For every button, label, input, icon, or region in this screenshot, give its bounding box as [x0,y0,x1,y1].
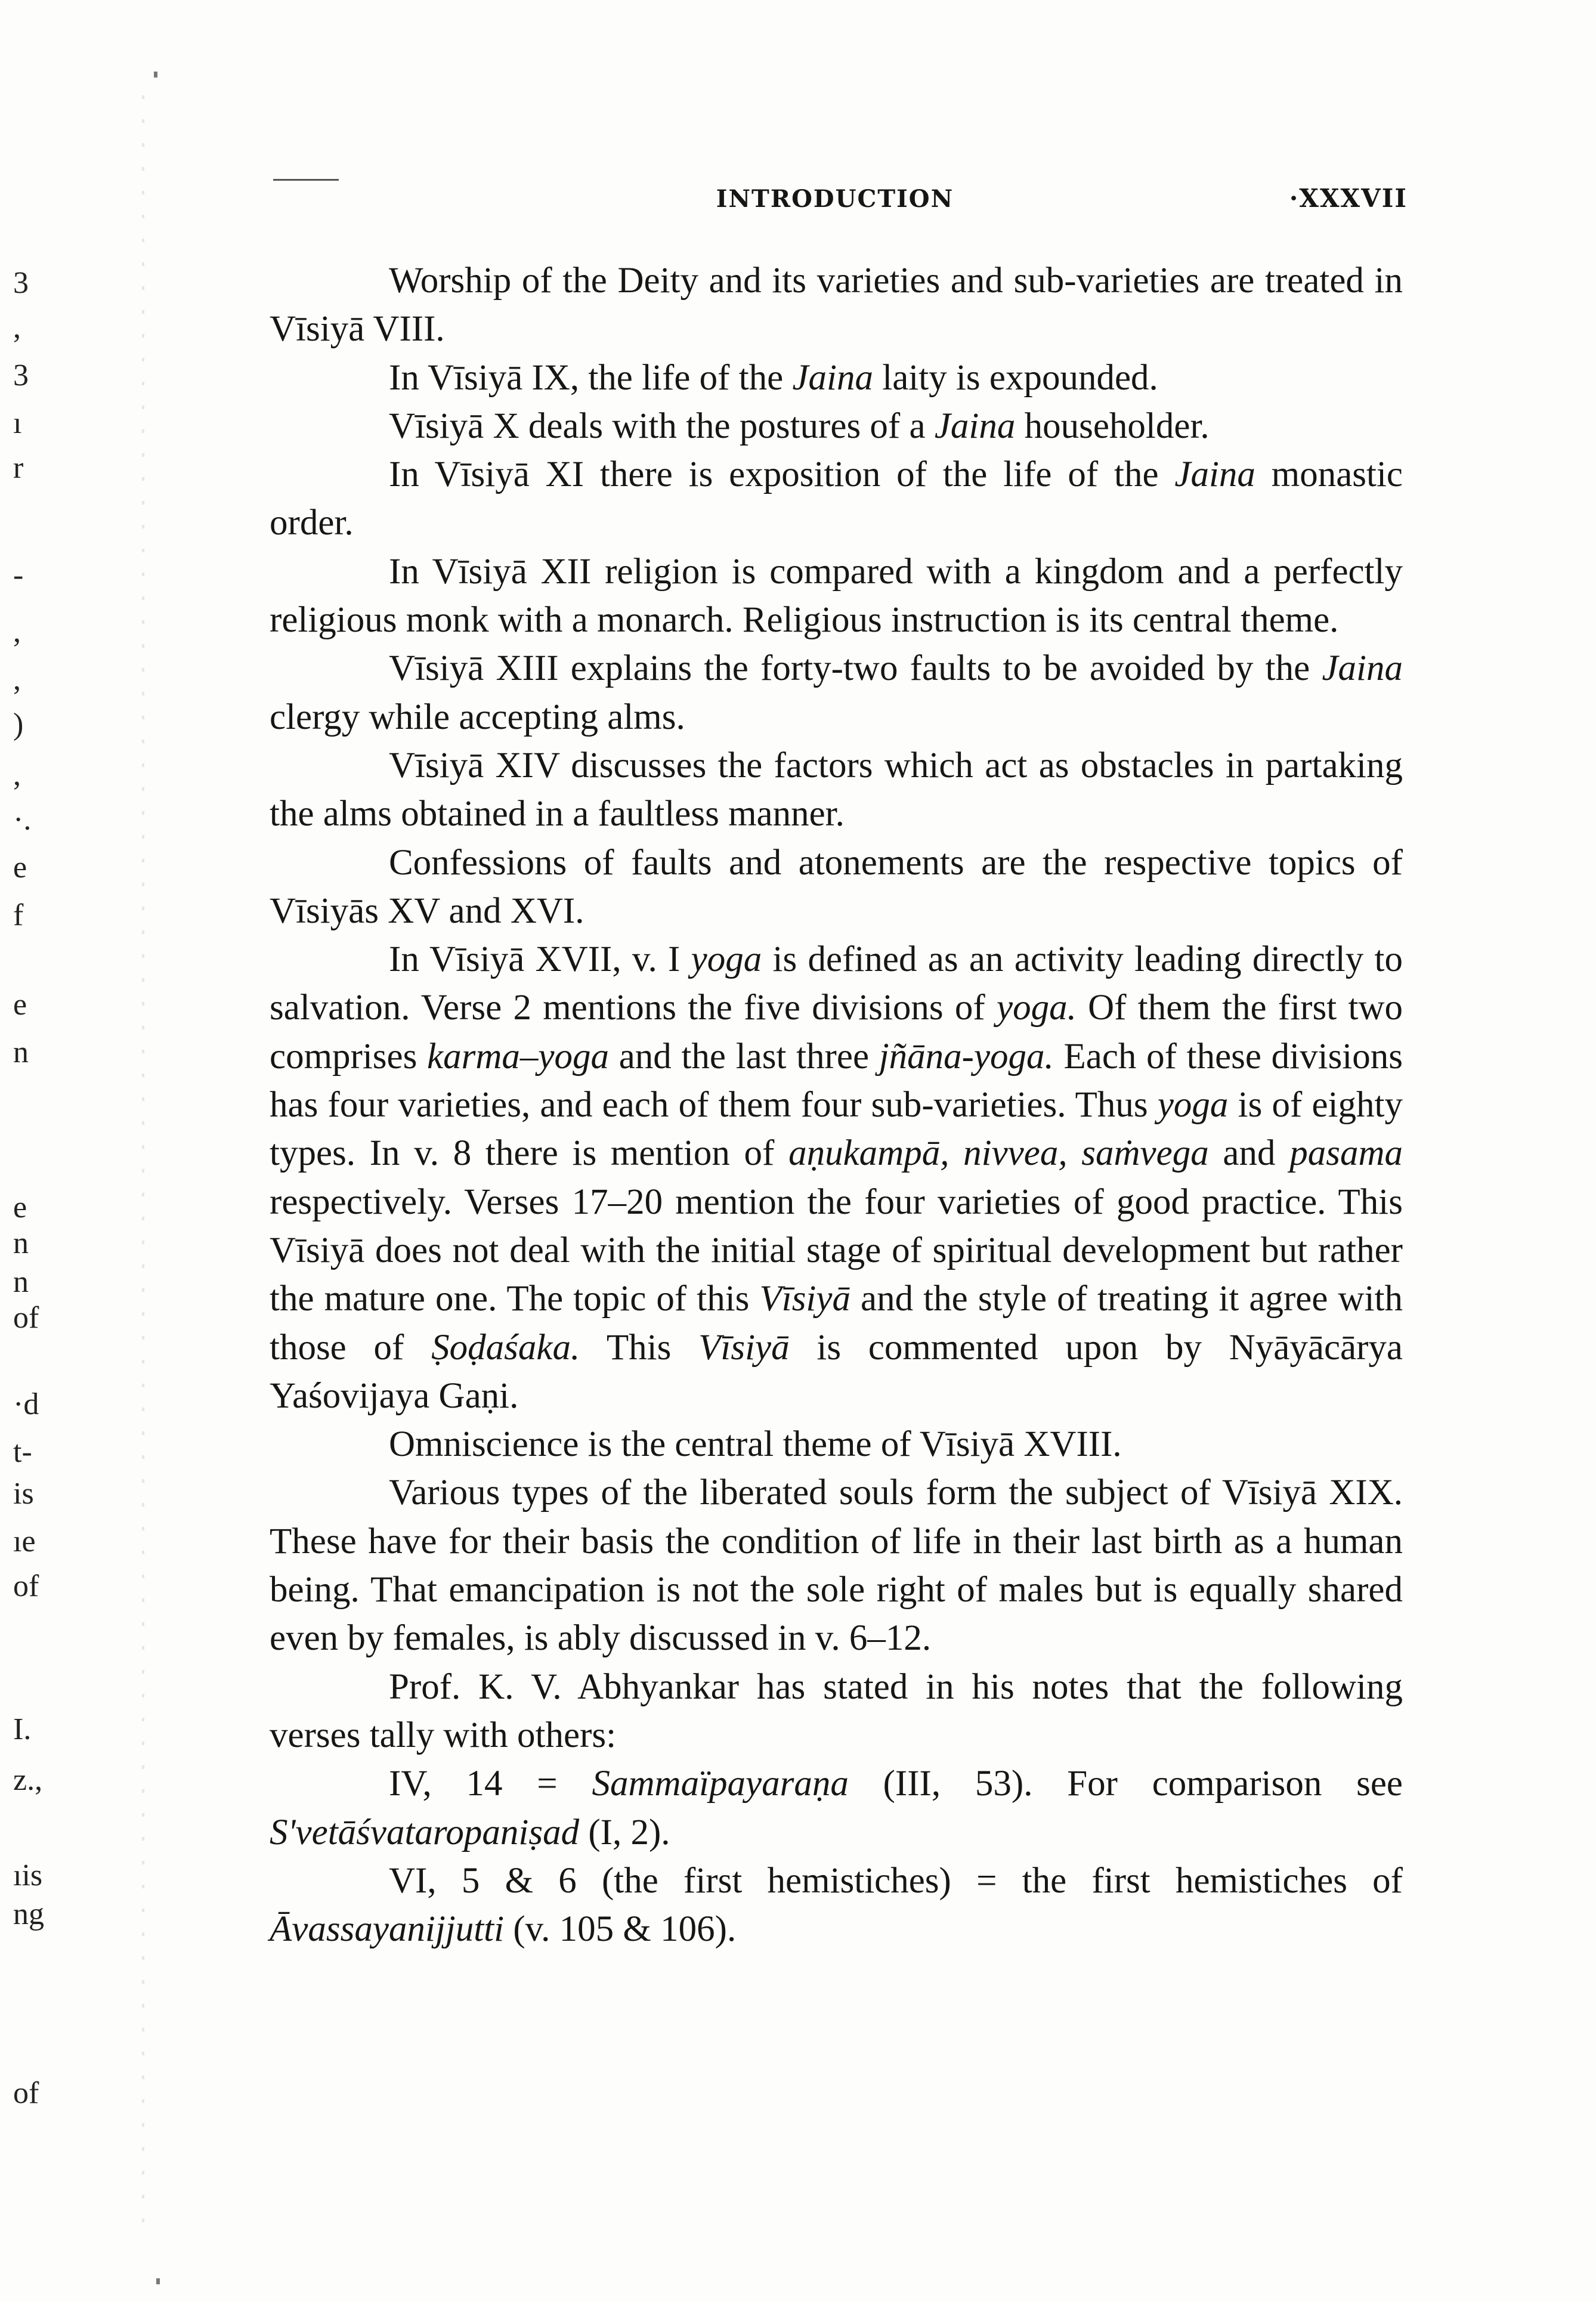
paragraph [270,935,1403,1420]
text-run: In Vīsiyā IX, the life of the [389,357,793,398]
italic-term: jñāna-yoga. [879,1036,1054,1077]
paragraph [270,839,1403,936]
text-run: clergy while accepting alms. [270,697,685,737]
print-speck [156,2278,160,2284]
text-run: IV, 14 = [389,1764,592,1804]
margin-fragment: of [13,1569,39,1603]
text-run: householder. [1015,406,1210,446]
margin-fragment: 3 [13,266,29,300]
text-run: In Vīsiyā XII religion is compared with a kingdom and a perfectly religious monk with a monarch. Religious instruction is its central theme. [270,551,1403,641]
margin-fragment: is [13,1477,34,1511]
text-run: This [580,1327,699,1368]
paragraph [270,1759,1403,1857]
margin-fragment: e [13,988,27,1022]
margin-fragment: n [13,1226,29,1260]
italic-term: Jaina [792,357,874,398]
margin-fragment: ıis [13,1858,43,1892]
running-head: INTRODUCTION [716,185,954,213]
text-run: monastic order. [270,454,1403,543]
italic-term: Jaina [1174,454,1255,495]
header-rule [273,179,339,181]
italic-term: Ṣoḍaśaka. [431,1327,580,1368]
text-run: Prof. K. V. Abhyankar has stated in his notes that the following verses tally with others: [270,1666,1403,1755]
italic-term: Āvassayanijjutti [270,1909,505,1950]
text-run: Worship of the Deity and its varieties and sub-varieties are treated in Vīsiyā VIII. [270,261,1403,350]
paragraph [270,1857,1403,1954]
body-text [270,256,1403,1953]
italic-term: aṇukampā, nivvea, saṁvega [788,1133,1209,1174]
margin-fragment: ) [13,707,24,741]
paragraph [270,644,1403,741]
paragraph [270,548,1403,645]
italic-term: karma–yoga [427,1036,609,1077]
text-run: Vīsiyā XIII explains the forty-two faults to be avoided by the [389,648,1322,689]
margin-fragment: ı [13,406,22,440]
margin-fragment: , [13,758,21,792]
text-run: respectively. Verses 17–20 mention the four varieties of good practice. This Vīsiyā does not deal with the initial stage of spiritual development but rather the mature one. The topic of this [270,1182,1403,1319]
text-run: Vīsiyā X deals with the postures of a [389,406,935,446]
paragraph [270,1663,1403,1760]
text-run: Omniscience is the central theme of Vīsiyā XVIII. [389,1424,1122,1465]
gutter-shadow [142,95,144,2243]
margin-fragment: n [13,1035,29,1069]
margin-fragment: e [13,1190,27,1224]
margin-fragment: ·d [13,1387,39,1421]
text-run: Confessions of faults and atonements are the respective topics of Vīsiyās XV and XVI. [270,842,1403,931]
paragraph [270,450,1403,548]
text-run: is commented upon by Nyāyācārya Yaśovijaya Gaṇi. [270,1327,1403,1416]
margin-fragment: t- [13,1435,32,1469]
text-run: laity is expounded. [873,357,1158,398]
text-run: (I, 2). [579,1812,670,1852]
margin-fragment: I. [13,1712,32,1746]
print-speck [154,72,157,78]
italic-term: pasama [1289,1133,1403,1174]
margin-fragment: n [13,1265,29,1299]
margin-fragment: 3 [13,358,29,392]
paragraph [270,1468,1403,1662]
paragraph [270,402,1403,450]
text-run: Various types of the liberated souls form the subject of Vīsiyā XIX. These have for their basis the condition of life in their last birth as a human being. That emancipation is not the sole right of males but is equally shared even by females, is ably discussed in v. 6–12. [270,1473,1403,1659]
paragraph [270,256,1403,354]
margin-fragment: f [13,898,24,932]
italic-term: yoga [1157,1085,1229,1125]
text-run: Of them the first two comprises [270,988,1403,1077]
margin-fragment: ıe [13,1524,36,1558]
margin-fragment: , [13,615,21,649]
italic-term: Jaina [934,406,1016,446]
margin-fragment: r [13,451,24,485]
text-run: and the last three [609,1036,879,1077]
text-run: (III, 53). For comparison see [848,1764,1403,1804]
italic-term: yoga. [997,988,1077,1028]
paragraph [270,741,1403,839]
italic-term: S'vetāśvataropaniṣad [270,1812,580,1852]
text-run: In Vīsiyā XI there is exposition of the life of the [389,454,1175,495]
page-number: ·XXXVII [1289,184,1408,213]
margin-fragment: ng [13,1897,44,1931]
margin-fragment: , [13,663,21,697]
text-run: is of eighty types. In v. 8 there is mention of [270,1085,1403,1174]
margin-fragment: e [13,850,27,884]
margin-fragment: , [13,311,21,345]
italic-term: Jaina [1322,648,1403,689]
italic-term: Sammaïpayaraṇa [592,1764,849,1804]
italic-term: Vīsiyā [759,1279,850,1319]
text-run: VI, 5 & 6 (the first hemistiches) = the first hemistiches of [389,1860,1403,1901]
text-run: (v. 105 & 106). [504,1909,737,1950]
margin-fragment: z., [13,1763,43,1797]
paragraph [270,354,1403,402]
margin-fragment: of [13,2076,39,2110]
text-run: and the style of treating it agree with those of [270,1279,1403,1368]
text-run: Each of these divisions has four varieties, and each of them four sub-varieties. Thus [270,1036,1403,1125]
paragraph [270,1420,1403,1468]
italic-term: yoga [691,939,762,980]
margin-fragment: ·. [13,803,32,837]
text-run: In Vīsiyā XVII, v. I [389,939,691,980]
text-run: and [1208,1133,1290,1174]
margin-fragment: of [13,1301,39,1335]
italic-term: Vīsiyā [698,1327,790,1368]
text-run: is defined as an activity leading directly to salvation. Verse 2 mentions the five divisions of [270,939,1403,1028]
text-run: Vīsiyā XIV discusses the factors which act as obstacles in partaking the alms obtained in a faultless manner. [270,745,1403,834]
margin-fragment: - [13,558,24,592]
